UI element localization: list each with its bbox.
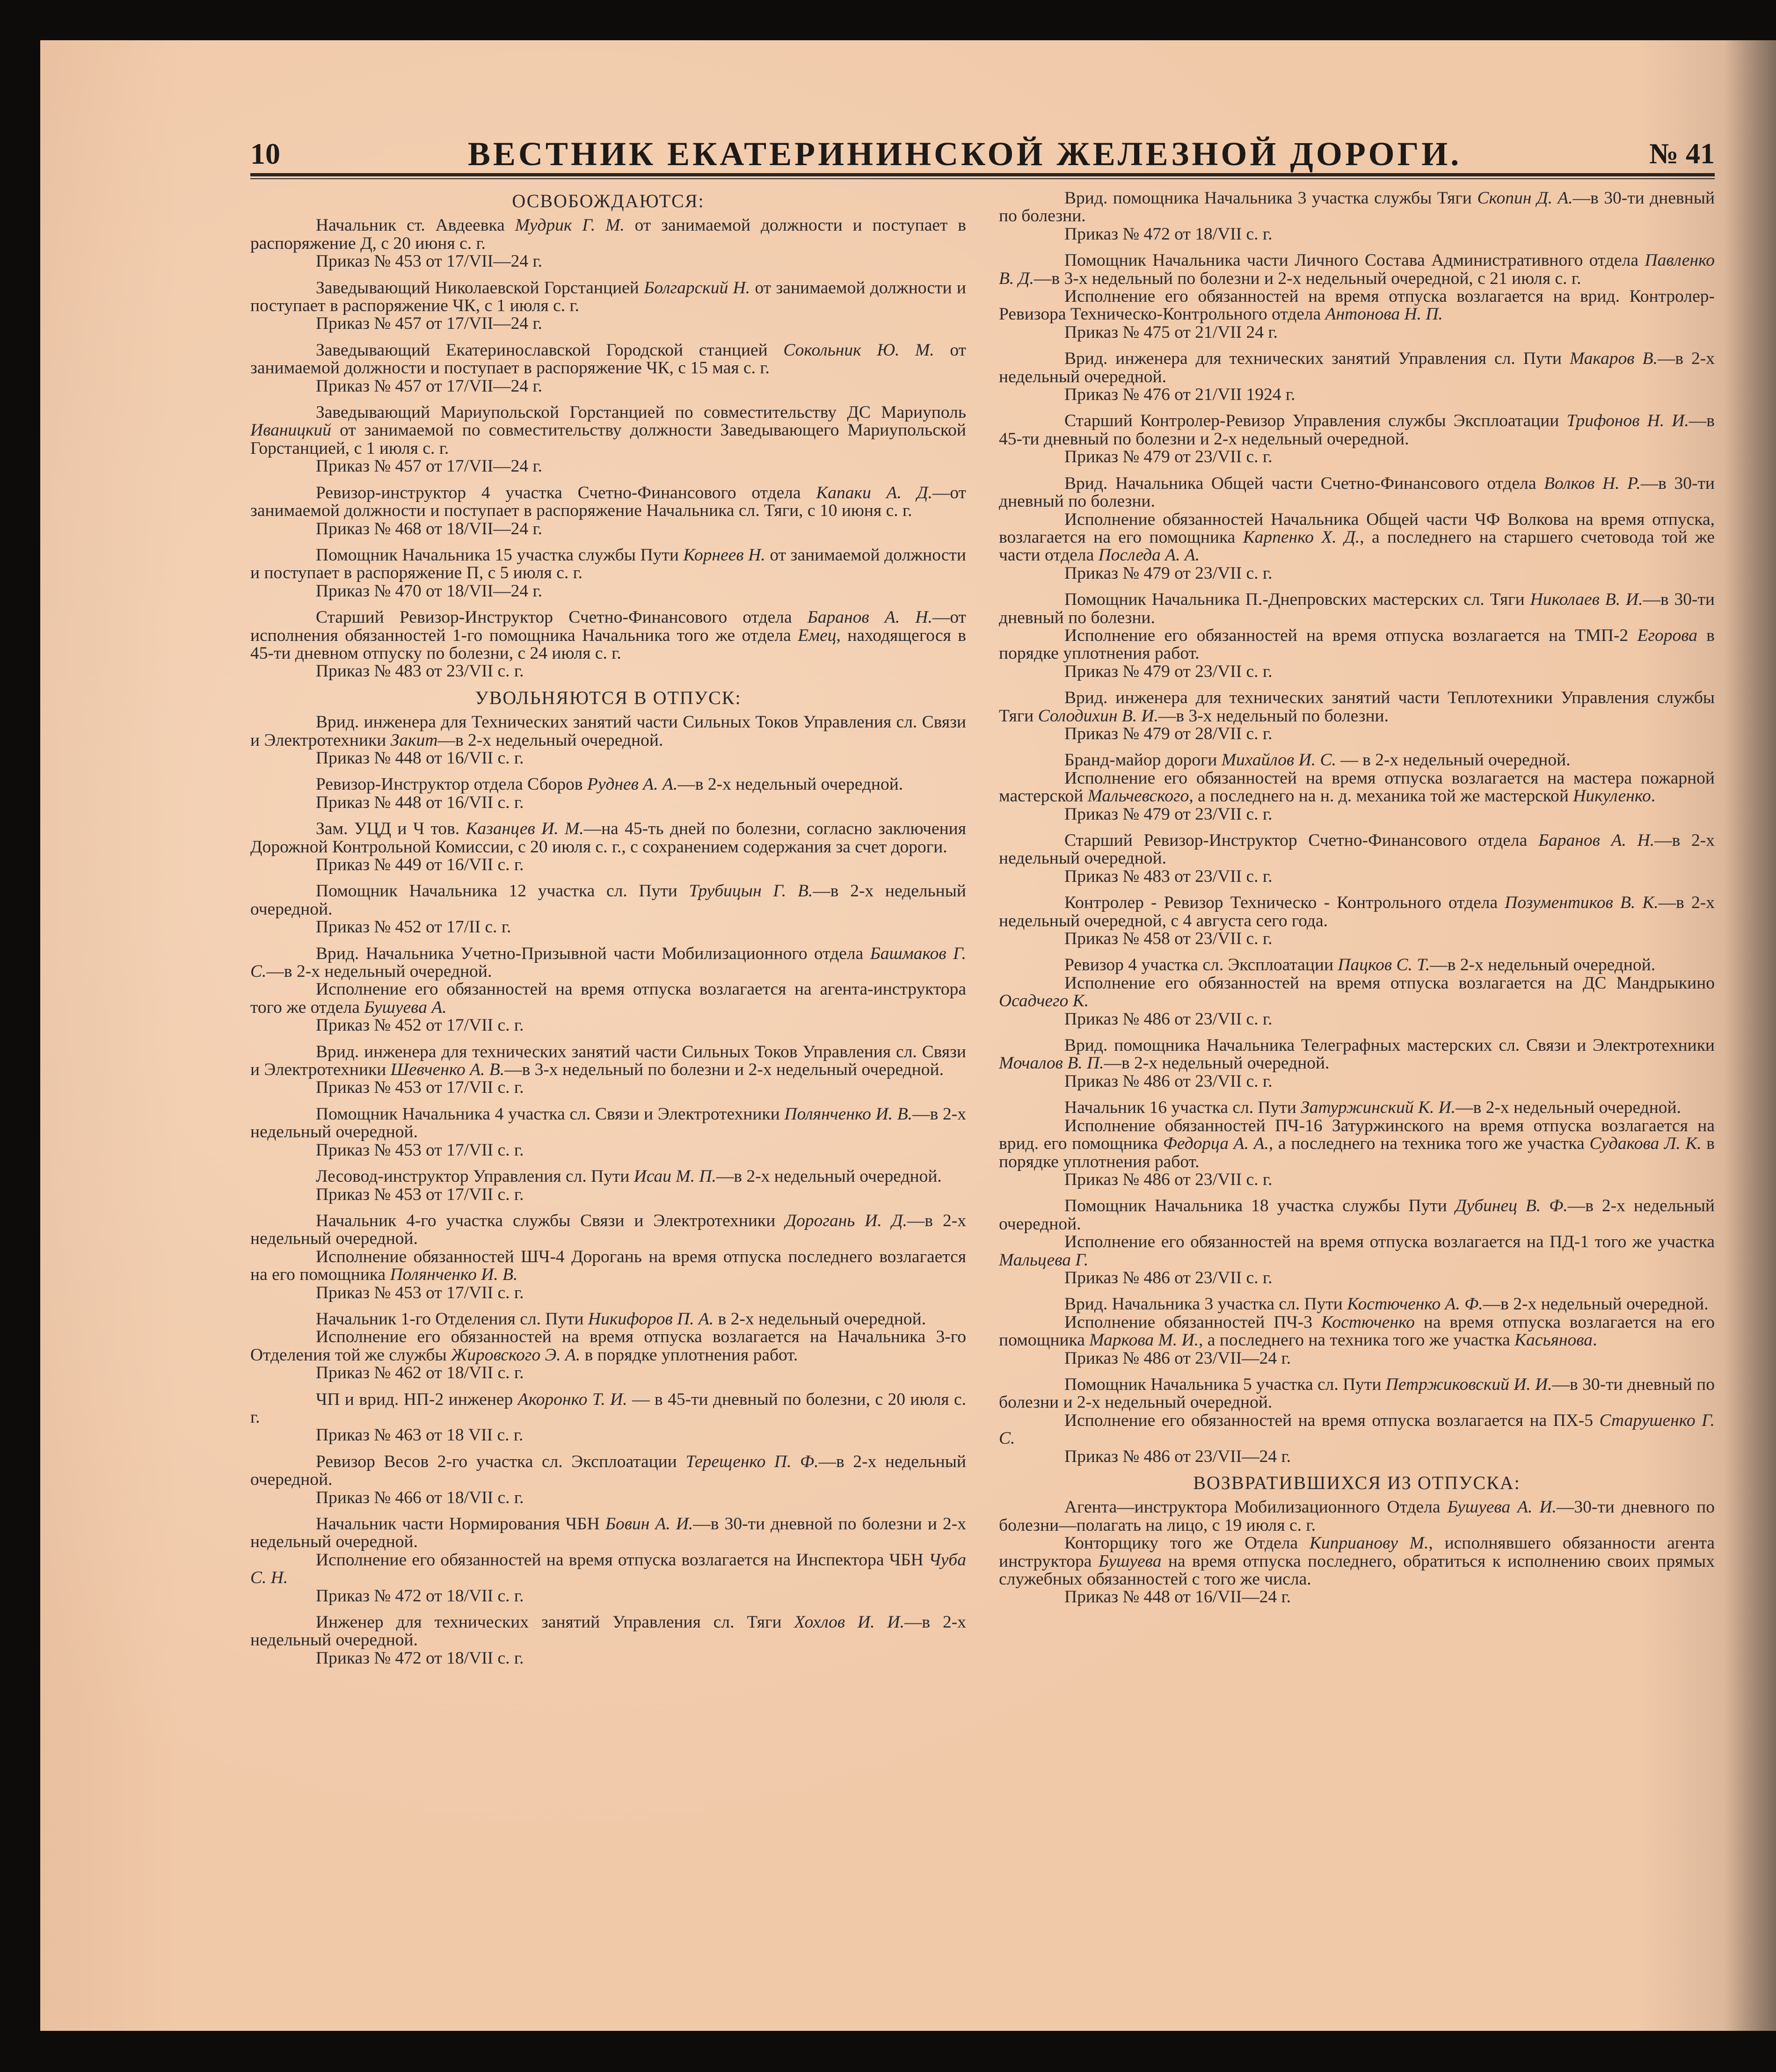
notice-paragraph: Исполнение его обязанностей на время отпуска возлагается на ДС Мандрыкино Осадчего К. xyxy=(999,973,1715,1011)
newspaper-title: ВЕСТНИК ЕКАТЕРИНИНСКОЙ ЖЕЛЕЗНОЙ ДОРОГИ. xyxy=(467,135,1462,173)
notice-paragraph: Исполнение его обязанностей на время отпуска возлагается на Начальника 3-го Отделения той же службы Жировского Э. А. в порядке уплотнения работ. xyxy=(250,1327,966,1365)
notice-paragraph: Помощник Начальника 18 участка службы Пути Дубинец В. Ф.—в 2-х недельный очередной. xyxy=(999,1196,1715,1234)
order-reference: Приказ № 476 от 21/VII 1924 г. xyxy=(1064,385,1296,405)
notice-paragraph: Ревизор-Инструктор отдела Сборов Руднев А. А.—в 2-х недельный очередной. xyxy=(316,775,903,794)
order-reference: Приказ № 472 от 18/VII с. г. xyxy=(316,1586,524,1606)
order-reference: Приказ № 448 от 16/VII с. г. xyxy=(316,748,524,768)
order-reference: Приказ № 472 от 18/VII с. г. xyxy=(316,1648,524,1668)
notice-paragraph: Начальник части Нормирования ЧБН Бовин А. И.—в 30-ти дневной по болезни и 2-х недельный очередной. xyxy=(250,1514,966,1552)
order-reference: Приказ № 468 от 18/VII—24 г. xyxy=(316,519,543,538)
notice-paragraph: Ревизор Весов 2-го участка сл. Эксплоатации Терещенко П. Ф.—в 2-х недельный очередной. xyxy=(250,1452,966,1490)
notice-paragraph: Исполнение обязанностей ПЧ-16 Затуржинского на время отпуска возлагается на врид. его помощника Федорца А. А., а последнего на техника того же участка Судакова Л. К. в порядке уплотнения работ. xyxy=(999,1116,1715,1171)
notice-paragraph: Врид. Начальника Учетно-Призывной части Мобилизационного отдела Башмаков Г. С.—в 2-х недельный очередной. xyxy=(250,944,966,981)
order-reference: Приказ № 486 от 23/VII с. г. xyxy=(1064,1071,1273,1091)
notice-paragraph: Врид. инженера для технических занятий части Теплотехники Управления службы Тяги Солодихин В. И.—в 3-х недельный по болезни. xyxy=(999,688,1715,726)
order-reference: Приказ № 483 от 23/VII с. г. xyxy=(1064,866,1273,886)
issue-number: № 41 xyxy=(1649,138,1715,170)
next-page-edge xyxy=(1725,40,1776,2031)
notice-paragraph: Заведывающий Мариупольской Горстанцией по совместительству ДС Мариуполь Иваницкий от занимаемой по совместительству должности Заведывающего Мариупольской Горстанцией, с 1 июля с. г. xyxy=(250,403,966,458)
notice-paragraph: Помощник Начальника 4 участка сл. Связи и Электротехники Полянченко И. В.—в 2-х недельный очередной. xyxy=(250,1104,967,1142)
order-reference: Приказ № 457 от 17/VII—24 г. xyxy=(316,314,543,334)
notice-paragraph: Заведывающий Екатеринославской Городской станцией Сокольник Ю. М. от занимаемой должности и поступает в распоряжение ЧК, с 15 мая с. г. xyxy=(250,340,966,378)
order-reference: Приказ № 463 от 18 VII с. г. xyxy=(316,1425,524,1445)
masthead xyxy=(250,136,1715,172)
notice-paragraph: Исполнение его обязанностей на время отпуска возлагается на мастера пожарной мастерской Мальчевского, а последнего на н. д. механика той же мастерской Никуленко. xyxy=(999,768,1715,806)
order-reference: Приказ № 479 от 28/VII с. г. xyxy=(1064,724,1273,743)
order-reference: Приказ № 458 от 23/VII с. г. xyxy=(1064,929,1273,949)
notice-paragraph: Ревизор 4 участка сл. Эксплоатации Пацков С. Т.—в 2-х недельный очередной. xyxy=(1064,955,1656,975)
order-reference: Приказ № 479 от 23/VII с. г. xyxy=(1064,804,1273,824)
notice-paragraph: Начальник 1-го Отделения сл. Пути Никифоров П. А. в 2-х недельный очередной. xyxy=(316,1309,926,1329)
order-reference: Приказ № 457 от 17/VII—24 г. xyxy=(316,376,543,396)
section-heading: ВОЗВРАТИВШИХСЯ ИЗ ОТПУСКА: xyxy=(1193,1472,1521,1493)
section-heading: УВОЛЬНЯЮТСЯ В ОТПУСК: xyxy=(475,687,742,708)
notice-paragraph: Исполнение обязанностей ШЧ-4 Дорогань на время отпуска последнего возлагается на его помощника Полянченко И. В. xyxy=(250,1247,966,1285)
notice-paragraph: Старший Ревизор-Инструктор Счетно-Финансового отдела Баранов А. Н.—от исполнения обязанностей 1-го помощника Начальника того же отдела Емец, находящегося в 45-ти дневном отпуску по болезни, с 24 июля с. г. xyxy=(250,608,966,663)
notice-paragraph: Контролер - Ревизор Техническо - Контрольного отдела Позументиков В. К.—в 2-х недельный очередной, с 4 августа сего года. xyxy=(999,893,1715,931)
masthead-rule xyxy=(250,173,1715,176)
order-reference: Приказ № 486 от 23/VII с. г. xyxy=(1064,1170,1273,1189)
notice-paragraph: Помощник Начальника 12 участка сл. Пути Трубицын Г. В.—в 2-х недельный очередной. xyxy=(250,881,966,919)
notice-paragraph: Исполнение его обязанностей на время отпуска возлагается на Инспектора ЧБН Чуба С. Н. xyxy=(250,1550,966,1588)
order-reference: Приказ № 479 от 23/VII с. г. xyxy=(1064,662,1273,681)
order-reference: Приказ № 448 от 16/VII с. г. xyxy=(316,792,524,812)
order-reference: Приказ № 475 от 21/VII 24 г. xyxy=(1064,322,1278,342)
order-reference: Приказ № 453 от 17/VII с. г. xyxy=(316,1283,524,1302)
notice-paragraph: Исполнение его обязанностей на время отпуска возлагается на ПД-1 того же участка Мальцева Г. xyxy=(999,1232,1715,1270)
notice-paragraph: Исполнение его обязанностей на время отпуска возлагается на агента-инструктора того же отдела Бушуева А. xyxy=(250,980,966,1017)
notice-paragraph: Агента—инструктора Мобилизационного Отдела Бушуева А. И.—30-ти дневного по болезни—полагать на лицо, с 19 июля с. г. xyxy=(999,1498,1715,1535)
right-column xyxy=(999,189,1715,1615)
notice-paragraph: Врид. Начальника 3 участка сл. Пути Костюченко А. Ф.—в 2-х недельный очередной. xyxy=(1064,1294,1709,1314)
notice-paragraph: Лесовод-инструктор Управления сл. Пути Исаи М. П.—в 2-х недельный очередной. xyxy=(316,1167,942,1186)
order-reference: Приказ № 486 от 23/VII с. г. xyxy=(1064,1009,1273,1029)
left-column xyxy=(250,189,966,1676)
notice-paragraph: Помощник Начальника 15 участка службы Пути Корнеев Н. от занимаемой должности и поступает в распоряжение П, с 5 июля с. г. xyxy=(250,545,966,583)
notice-paragraph: Исполнение его обязанностей на время отпуска возлагается на ПХ-5 Старушенко Г. С. xyxy=(999,1410,1715,1448)
notice-paragraph: Бранд-майор дороги Михайлов И. С. — в 2-х недельный очередной. xyxy=(1064,750,1571,770)
order-reference: Приказ № 486 от 23/VII—24 г. xyxy=(1064,1348,1291,1368)
order-reference: Приказ № 462 от 18/VII с. г. xyxy=(316,1363,524,1383)
notice-paragraph: Конторщику того же Отдела Киприанову М., исполнявшего обязанности агента инструктора Бушуева на время отпуска последнего, обратиться к исполнению своих прямых служебных обязанностей с того же числа. xyxy=(999,1534,1715,1589)
notice-paragraph: Начальник 16 участка сл. Пути Затуржинский К. И.—в 2-х недельный очередной. xyxy=(1064,1098,1681,1118)
notice-paragraph: Зам. УЦД и Ч тов. Казанцев И. М.—на 45-ть дней по болезни, согласно заключения Дорожной Контрольной Комиссии, с 20 июля с. г., с сохранением содержания за счет дороги. xyxy=(250,819,966,857)
notice-paragraph: Исполнение его обязанностей на время отпуска возлагается на врид. Контролер-Ревизора Техническо-Контрольного отдела Антонова Н. П. xyxy=(999,287,1715,324)
order-reference: Приказ № 448 от 16/VII—24 г. xyxy=(1064,1587,1291,1607)
notice-paragraph: Старший Ревизор-Инструктор Счетно-Финансового отдела Баранов А. Н.—в 2-х недельный очередной. xyxy=(999,831,1715,868)
notice-paragraph: Начальник 4-го участка службы Связи и Электротехники Дорогань И. Д.—в 2-х недельный очередной. xyxy=(250,1211,966,1249)
page-number: 10 xyxy=(250,137,280,170)
order-reference: Приказ № 483 от 23/VII с. г. xyxy=(316,662,524,681)
notice-paragraph: Помощник Начальника части Личного Состава Административного отдела Павленко В. Д.—в 3-х недельный по болезни и 2-х недельный очередной, с 21 июля с. г. xyxy=(999,251,1715,288)
order-reference: Приказ № 479 от 23/VII с. г. xyxy=(1064,447,1273,467)
masthead-rule-thin xyxy=(250,178,1715,179)
order-reference: Приказ № 486 от 23/VII—24 г. xyxy=(1064,1447,1291,1466)
notice-paragraph: Заведывающий Николаевской Горстанцией Болгарский Н. от занимаемой должности и поступает в распоряжение ЧК, с 1 июля с. г. xyxy=(250,278,966,316)
notice-paragraph: Помощник Начальника П.-Днепровских мастерских сл. Тяги Николаев В. И.—в 30-ти дневный по болезни. xyxy=(999,590,1715,627)
notice-paragraph: Исполнение обязанностей ПЧ-3 Костюченко на время отпуска возлагается на его помощника Маркова М. И., а последнего на техника того же участка Касьянова. xyxy=(999,1312,1715,1350)
section-heading: ОСВОБОЖДАЮТСЯ: xyxy=(512,190,705,211)
order-reference: Приказ № 453 от 17/VII с. г. xyxy=(316,1185,524,1204)
order-reference: Приказ № 449 от 16/VII с. г. xyxy=(316,855,524,874)
order-reference: Приказ № 479 от 23/VII с. г. xyxy=(1064,563,1273,583)
notice-paragraph: Врид. инженера для технических занятий части Сильных Токов Управления сл. Связи и Электротехники Шевченко А. В.—в 3-х недельный по болезни и 2-х недельный очередной. xyxy=(250,1042,966,1080)
order-reference: Приказ № 453 от 17/VII с. г. xyxy=(316,1140,524,1160)
order-reference: Приказ № 470 от 18/VII—24 г. xyxy=(316,581,543,601)
notice-paragraph: ЧП и врид. НП-2 инженер Акоронко Т. И. — в 45-ти дневный по болезни, с 20 июля с. г. xyxy=(250,1389,966,1427)
notice-paragraph: Врид. Начальника Общей части Счетно-Финансового отдела Волков Н. Р.—в 30-ти дневный по болезни. xyxy=(999,473,1715,511)
notice-paragraph: Начальник ст. Авдеевка Мудрик Г. М. от занимаемой должности и поступает в распоряжение Д, с 20 июня с. г. xyxy=(250,216,966,253)
order-reference: Приказ № 453 от 17/VII—24 г. xyxy=(316,252,543,271)
order-reference: Приказ № 486 от 23/VII с. г. xyxy=(1064,1268,1273,1287)
notice-paragraph: Исполнение его обязанностей на время отпуска возлагается на ТМП-2 Егорова в порядке уплотнения работ. xyxy=(999,625,1715,663)
order-reference: Приказ № 472 от 18/VII с. г. xyxy=(1064,224,1273,244)
notice-paragraph: Исполнение обязанностей Начальника Общей части ЧФ Волкова на время отпуска, возлагается на его помощника Карпенко Х. Д., а последнего на старшего счетовода той же части отдела Последа А. А. xyxy=(999,509,1715,565)
notice-paragraph: Врид. помощника Начальника Телеграфных мастерских сл. Связи и Электротехники Мочалов В. П.—в 2-х недельный очередной. xyxy=(999,1036,1715,1073)
notice-paragraph: Инженер для технических занятий Управления сл. Тяги Хохлов И. И.—в 2-х недельный очередной. xyxy=(250,1613,966,1650)
order-reference: Приказ № 452 от 17/VII с. г. xyxy=(316,1016,524,1035)
order-reference: Приказ № 457 от 17/VII—24 г. xyxy=(316,457,543,476)
notice-paragraph: Врид. инженера для Технических занятий части Сильных Токов Управления сл. Связи и Электротехники Закит—в 2-х недельный очередной. xyxy=(250,712,966,750)
notice-paragraph: Помощник Начальника 5 участка сл. Пути Петржиковский И. И.—в 30-ти дневный по болезни и 2-х недельный очередной. xyxy=(999,1374,1715,1412)
order-reference: Приказ № 466 от 18/VII с. г. xyxy=(316,1488,524,1507)
notice-paragraph: Врид. помощника Начальника 3 участка службы Тяги Скопин Д. А.—в 30-ти дневный по болезни. xyxy=(999,189,1715,226)
notice-paragraph: Старший Контролер-Ревизор Управления службы Эксплоатации Трифонов Н. И.—в 45-ти дневный по болезни и 2-х недельный очередной. xyxy=(999,411,1715,449)
order-reference: Приказ № 452 от 17/II с. г. xyxy=(316,917,511,937)
order-reference: Приказ № 453 от 17/VII с. г. xyxy=(316,1078,524,1098)
notice-paragraph: Врид. инженера для технических занятий Управления сл. Пути Макаров В.—в 2-х недельный очередной. xyxy=(999,349,1715,386)
notice-paragraph: Ревизор-инструктор 4 участка Счетно-Финансового отдела Капаки А. Д.—от занимаемой должности и поступает в распоряжение Начальника сл. Тяги, с 10 июня с. г. xyxy=(250,483,966,521)
